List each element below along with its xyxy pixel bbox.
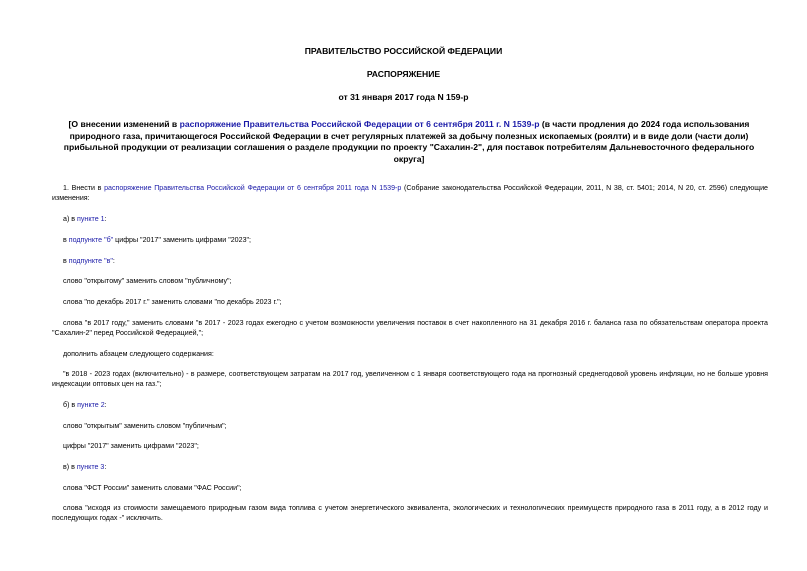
paragraph-a-subpoint-b: в подпункте "б" цифры "2017" заменить цифрами "2023"; [63,236,252,244]
paragraph-v-1: слова "ФСТ России" заменить словами "ФАС России"; [63,484,242,492]
link-point-1[interactable]: пункте 1 [77,215,105,223]
paragraph-b-2: цифры "2017" заменить цифрами "2023"; [63,442,199,450]
document-title [52,119,766,165]
paragraph-a-6: дополнить абзацем следующего содержания: [63,350,214,358]
government-heading: ПРАВИТЕЛЬСТВО РОССИЙСКОЙ ФЕДЕРАЦИИ [304,46,503,56]
paragraph-a-3: слово "открытому" заменить словом "публичному"; [63,277,232,285]
paragraph-a-4: слова "по декабрь 2017 г." заменить словами "по декабрь 2023 г."; [63,298,282,306]
link-subpoint-v[interactable]: подпункте "в" [68,257,113,265]
paragraph-b-1: слово "открытым" заменить словом "публичным"; [63,422,227,430]
document-type-heading: РАСПОРЯЖЕНИЕ [366,69,441,79]
paragraph-1: 1. Внести в распоряжение Правительства Российской Федерации от 6 сентября 2011 года N 1539-р (Собрание законодательства Российской Федерации, 2011, N 38, ст. 5401; 2014, N 20, ст. 2596) следующие изменения: [52,184,768,203]
paragraph-v: в) в пункте 3: [63,463,107,471]
paragraph-a-7: "в 2018 - 2023 годах (включительно) - в размере, соответствующем затратам на 2017 год, увеличенном с 1 января соответствующего года на прогнозный среднегодовой уровень инфляции, но не больше уровня индексации оптовых цен на газ."; [52,370,768,389]
link-point-2[interactable]: пункте 2 [77,401,105,409]
paragraph-a: а) в пункте 1: [63,215,107,223]
title-link-order-1539[interactable]: распоряжение Правительства Российской Федерации от 6 сентября 2011 г. N 1539-р [179,119,540,129]
link-subpoint-b[interactable]: подпункте "б" [68,236,114,244]
document-date-number: от 31 января 2017 года N 159-р [338,92,469,102]
title-rest: (в части продления до 2024 года использования природного газа, причитающегося Российской Федерации в счет регулярных платежей за добычу полезных ископаемых (роялти) и в виде доли (части доли) прибыльной продукции от реализации соглашения о разделе продукции по проекту "Сахалин-2", для поставок потребителям Дальневосточного федерального округа] [63,119,755,164]
title-prefix: [О внесении изменений в [68,119,180,129]
paragraph-b: б) в пункте 2: [63,401,107,409]
link-order-1539[interactable]: распоряжение Правительства Российской Федерации от 6 сентября 2011 года N 1539-р [104,184,402,192]
paragraph-a-subpoint-v: в подпункте "в": [63,257,115,265]
link-point-3[interactable]: пункте 3 [76,463,105,471]
paragraph-v-2: слова "исходя из стоимости замещаемого природным газом вида топлива с учетом энергетического эквивалента, экологических и технологических преимуществ природного газа в 2011 году, а в 2012 году и последующих годах -" исключить. [52,504,768,523]
paragraph-a-5: слова "в 2017 году," заменить словами "в 2017 - 2023 годах ежегодно с учетом возможности увеличения поставок в счет накопленного на 31 декабря 2016 г. баланса газа по обязательствам оператора проекта "Сахалин-2" перед Российской Федерацией,"; [52,319,768,338]
